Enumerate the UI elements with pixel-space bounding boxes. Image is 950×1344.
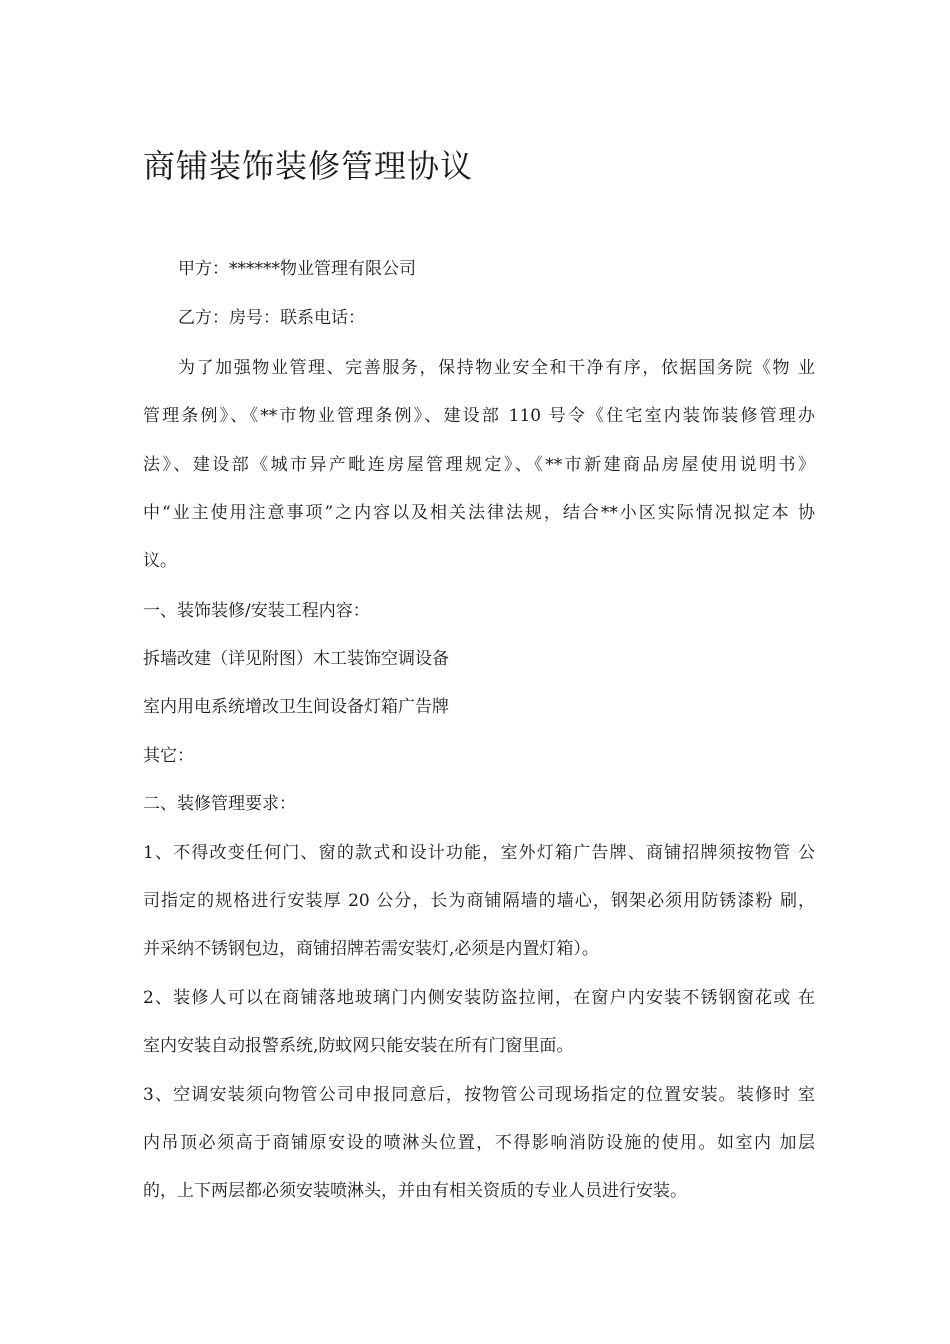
clause-1-line: 1、不得改变任何门、窗的款式和设计功能，室外灯箱广告牌、商铺招牌须按物管 公 [143, 843, 815, 863]
clause-2-line: 2、装修人可以在商铺落地玻璃门内侧安装防盗拉闸，在窗户内安装不锈钢窗花或 在 [143, 988, 815, 1008]
clause-3-line: 3、空调安装须向物管公司申报同意后，按物管公司现场指定的位置安装。装修时 室 [143, 1085, 815, 1105]
clause-2-line: 室内安装自动报警系统,防蚊网只能安装在所有门窗里面。 [143, 1036, 574, 1056]
clause-3-line: 内吊顶必须高于商铺原安设的喷淋头位置，不得影响消防设施的使用。如室内 加层 [143, 1133, 815, 1153]
section1-item: 其它： [143, 746, 194, 766]
party-b: 乙方：房号：联系电话： [178, 308, 365, 328]
section1-heading: 一、装饰装修/安装工程内容： [143, 601, 370, 621]
preamble-line: 为了加强物业管理、完善服务，保持物业安全和干净有序，依据国务院《物 业 [178, 358, 815, 378]
section1-item: 拆墙改建（详见附图）木工装饰空调设备 [143, 649, 449, 669]
preamble-line: 中“业主使用注意事项”之内容以及相关法律法规，结合**小区实际情况拟定本 协 [143, 503, 815, 523]
party-a: 甲方：******物业管理有限公司 [178, 259, 416, 279]
clause-1-line: 并采纳不锈钢包边，商铺招牌若需安装灯,必须是内置灯箱）。 [143, 939, 599, 959]
document-title: 商铺装饰装修管理协议 [143, 147, 474, 185]
section1-item: 室内用电系统增改卫生间设备灯箱广告牌 [143, 697, 449, 717]
clause-1-line: 司指定的规格进行安装厚 20 公分，长为商铺隔墙的墙心，钢架必须用防锈漆粉 刷， [143, 891, 815, 911]
section2-heading: 二、装修管理要求： [143, 794, 296, 814]
preamble-line: 议。 [143, 551, 177, 571]
preamble-line: 法》、建设部《城市异产毗连房屋管理规定》、《**市新建商品房屋使用说明书》 [143, 455, 815, 475]
clause-3-line: 的，上下两层都必须安装喷淋头，并由有相关资质的专业人员进行安装。 [143, 1181, 687, 1201]
preamble-line: 管理条例》、《**市物业管理条例》、建设部 110 号令《住宅室内装饰装修管理办 [143, 406, 815, 426]
